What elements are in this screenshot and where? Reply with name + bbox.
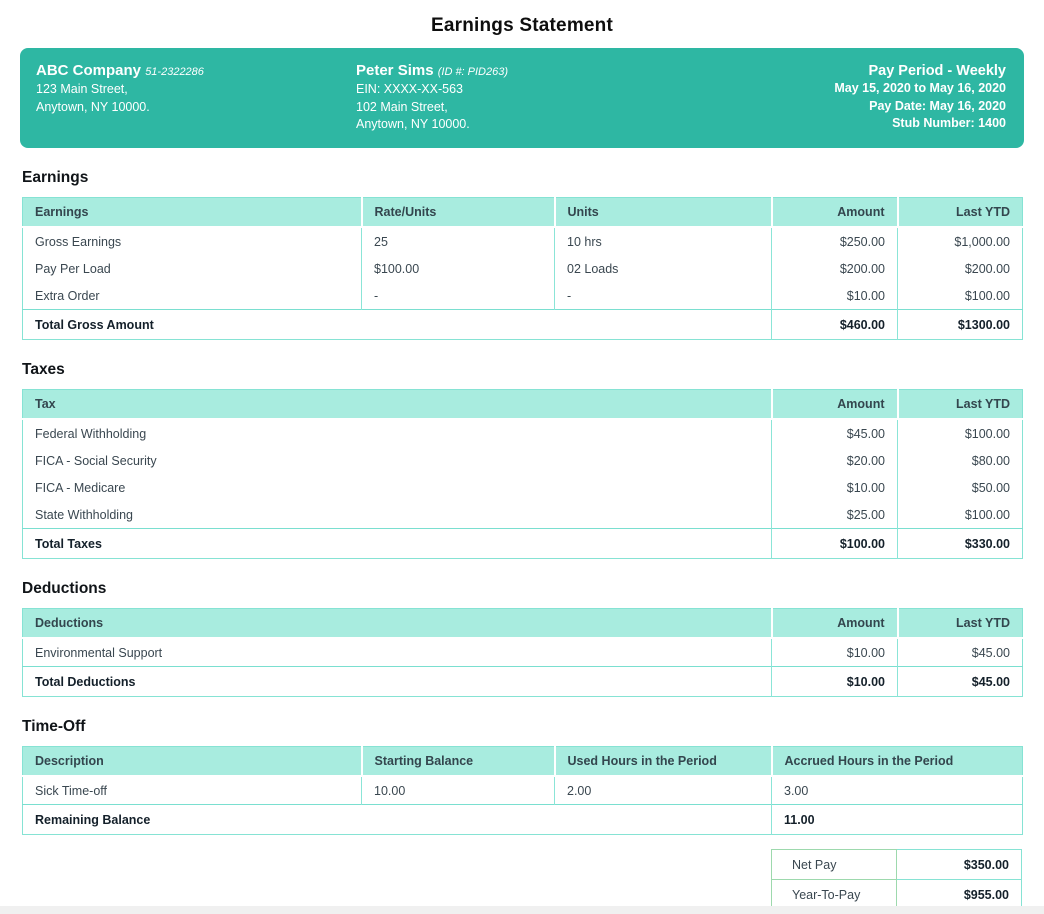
time-off-col-accrued-hours: Accrued Hours in the Period xyxy=(772,747,1023,777)
table-row xyxy=(23,776,1023,805)
tax-last-ytd: $50.00 xyxy=(898,474,1023,501)
deductions-table xyxy=(22,608,1023,697)
earning-last-ytd: $100.00 xyxy=(898,282,1023,310)
earnings-total-amount: $460.00 xyxy=(772,310,898,340)
time-off-accrued-hours: 3.00 xyxy=(772,776,1023,805)
employee-id-note: (ID #: PID263) xyxy=(437,66,509,78)
table-row xyxy=(23,447,1023,474)
company-address-line2: Anytown, NY 10000. xyxy=(36,99,150,114)
pay-period-label: Pay Period - Weekly xyxy=(868,63,1006,79)
deductions-section-heading: Deductions xyxy=(22,580,107,597)
pay-summary xyxy=(22,849,1022,906)
time-off-total-label: Remaining Balance xyxy=(23,805,772,835)
earnings-total-label: Total Gross Amount xyxy=(23,310,772,340)
tax-amount: $10.00 xyxy=(772,474,898,501)
deductions-col-last-ytd: Last YTD xyxy=(898,609,1023,639)
tax-name: State Withholding xyxy=(23,501,772,529)
employee-name-line xyxy=(356,62,736,81)
deduction-name: Environmental Support xyxy=(23,638,772,667)
table-row xyxy=(23,255,1023,282)
earning-rate: - xyxy=(362,282,555,310)
deductions-total-last-ytd: $45.00 xyxy=(898,667,1023,697)
pay-date: Pay Date: May 16, 2020 xyxy=(869,98,1006,113)
time-off-table xyxy=(22,746,1023,835)
earning-amount: $250.00 xyxy=(772,227,898,255)
time-off-used-hours: 2.00 xyxy=(555,776,772,805)
company-info xyxy=(36,62,356,134)
table-row xyxy=(23,474,1023,501)
table-row xyxy=(23,638,1023,667)
taxes-table xyxy=(22,389,1023,559)
earnings-col-earnings: Earnings xyxy=(23,198,362,228)
earning-name: Gross Earnings xyxy=(23,227,362,255)
time-off-starting-balance: 10.00 xyxy=(362,776,555,805)
earnings-col-amount: Amount xyxy=(772,198,898,228)
earning-last-ytd: $1,000.00 xyxy=(898,227,1023,255)
table-row xyxy=(23,501,1023,529)
earnings-header-row xyxy=(23,198,1023,228)
pay-period-info xyxy=(736,62,1006,134)
table-row xyxy=(23,419,1023,447)
employee-ein: EIN: XXXX-XX-563 xyxy=(356,82,463,96)
net-pay-value: $350.00 xyxy=(897,850,1022,880)
earnings-total-last-ytd: $1300.00 xyxy=(898,310,1023,340)
tax-amount: $20.00 xyxy=(772,447,898,474)
time-off-col-description: Description xyxy=(23,747,362,777)
employee-name: Peter Sims xyxy=(356,62,434,79)
tax-last-ytd: $100.00 xyxy=(898,501,1023,529)
earnings-total-row xyxy=(23,310,1023,340)
time-off-header-row xyxy=(23,747,1023,777)
time-off-section-heading: Time-Off xyxy=(22,718,86,735)
earning-units: - xyxy=(555,282,772,310)
tax-name: Federal Withholding xyxy=(23,419,772,447)
year-to-pay-label: Year-To-Pay xyxy=(772,880,897,907)
employee-address-line2: Anytown, NY 10000. xyxy=(356,117,470,131)
earnings-col-rate-units: Rate/Units xyxy=(362,198,555,228)
earnings-table xyxy=(22,197,1023,340)
earnings-section-heading: Earnings xyxy=(22,169,89,186)
net-pay-row xyxy=(772,850,1022,880)
earning-name: Extra Order xyxy=(23,282,362,310)
net-pay-label: Net Pay xyxy=(772,850,897,880)
table-row xyxy=(23,282,1023,310)
page-title: Earnings Statement xyxy=(430,15,614,36)
tax-last-ytd: $100.00 xyxy=(898,419,1023,447)
deductions-col-amount: Amount xyxy=(772,609,898,639)
company-name: ABC Company xyxy=(36,62,142,79)
time-off-total-row xyxy=(23,805,1023,835)
time-off-col-starting-balance: Starting Balance xyxy=(362,747,555,777)
earning-name: Pay Per Load xyxy=(23,255,362,282)
company-address-line1: 123 Main Street, xyxy=(36,82,128,96)
earning-rate: $100.00 xyxy=(362,255,555,282)
taxes-col-last-ytd: Last YTD xyxy=(898,390,1023,420)
company-name-line xyxy=(36,62,356,81)
taxes-total-last-ytd: $330.00 xyxy=(898,529,1023,559)
statement-body xyxy=(0,169,1044,906)
time-off-col-used-hours: Used Hours in the Period xyxy=(555,747,772,777)
deductions-header-row xyxy=(23,609,1023,639)
tax-name: FICA - Social Security xyxy=(23,447,772,474)
taxes-section-heading: Taxes xyxy=(22,361,65,378)
time-off-remaining-balance: 11.00 xyxy=(772,805,1023,835)
employee-address-line1: 102 Main Street, xyxy=(356,99,448,114)
taxes-total-row xyxy=(23,529,1023,559)
earnings-col-units: Units xyxy=(555,198,772,228)
deduction-last-ytd: $45.00 xyxy=(898,638,1023,667)
tax-amount: $25.00 xyxy=(772,501,898,529)
deductions-col-deductions: Deductions xyxy=(23,609,772,639)
tax-last-ytd: $80.00 xyxy=(898,447,1023,474)
year-to-pay-value: $955.00 xyxy=(897,880,1022,907)
deduction-amount: $10.00 xyxy=(772,638,898,667)
earning-last-ytd: $200.00 xyxy=(898,255,1023,282)
company-tax-id: 51-2322286 xyxy=(145,66,204,78)
taxes-header-row xyxy=(23,390,1023,420)
earnings-col-last-ytd: Last YTD xyxy=(898,198,1023,228)
taxes-total-label: Total Taxes xyxy=(23,529,772,559)
taxes-col-tax: Tax xyxy=(23,390,772,420)
deductions-total-amount: $10.00 xyxy=(772,667,898,697)
time-off-description: Sick Time-off xyxy=(23,776,362,805)
earning-units: 10 hrs xyxy=(555,227,772,255)
earning-amount: $200.00 xyxy=(772,255,898,282)
deductions-total-row xyxy=(23,667,1023,697)
pay-summary-table xyxy=(771,849,1022,906)
statement-header-band xyxy=(20,48,1024,148)
page-edge-strip xyxy=(0,906,1044,914)
earning-units: 02 Loads xyxy=(555,255,772,282)
pay-period-date-range: May 15, 2020 to May 16, 2020 xyxy=(834,81,1006,95)
tax-amount: $45.00 xyxy=(772,419,898,447)
employee-info xyxy=(356,62,736,134)
earning-amount: $10.00 xyxy=(772,282,898,310)
earning-rate: 25 xyxy=(362,227,555,255)
year-to-pay-row xyxy=(772,880,1022,907)
stub-number: Stub Number: 1400 xyxy=(892,116,1006,130)
tax-name: FICA - Medicare xyxy=(23,474,772,501)
table-row xyxy=(23,227,1023,255)
deductions-total-label: Total Deductions xyxy=(23,667,772,697)
taxes-total-amount: $100.00 xyxy=(772,529,898,559)
taxes-col-amount: Amount xyxy=(772,390,898,420)
